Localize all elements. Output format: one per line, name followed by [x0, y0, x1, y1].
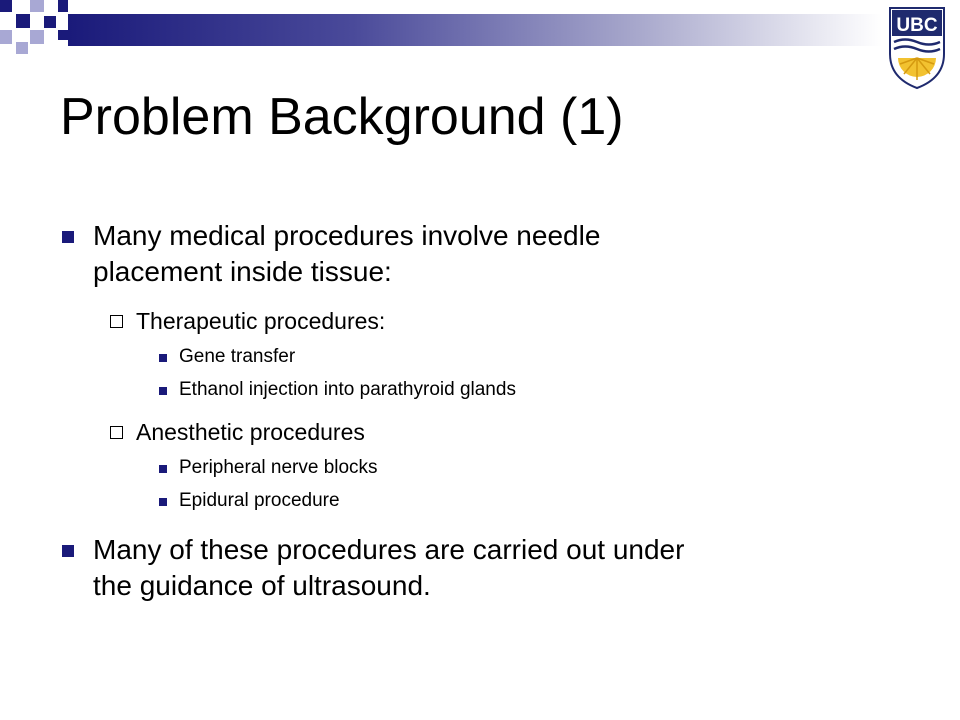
bullet-1-line-1: Many medical procedures involve needle	[93, 220, 601, 251]
sub-bullet-therapeutic-text: Therapeutic procedures:	[136, 308, 386, 334]
navy-square-bullet-icon	[62, 545, 74, 557]
hollow-square-bullet-icon	[110, 426, 123, 439]
bullet-1-line-2: placement inside tissue:	[93, 256, 392, 287]
navy-square-bullet-icon	[62, 231, 74, 243]
epidural-text: Epidural procedure	[179, 490, 340, 511]
slide-title: Problem Background (1)	[60, 88, 624, 146]
ethanol-injection-text: Ethanol injection into parathyroid glands	[179, 379, 516, 400]
svg-text:UBC: UBC	[896, 15, 938, 36]
navy-small-square-bullet-icon	[159, 498, 167, 506]
bullet-2-line-2: the guidance of ultrasound.	[93, 570, 431, 601]
navy-small-square-bullet-icon	[159, 354, 167, 362]
sub-bullet-anesthetic-text: Anesthetic procedures	[136, 419, 365, 445]
bullet-2-line-1: Many of these procedures are carried out under	[93, 534, 685, 565]
navy-small-square-bullet-icon	[159, 387, 167, 395]
gene-transfer-text: Gene transfer	[179, 346, 296, 367]
peripheral-nerve-text: Peripheral nerve blocks	[179, 457, 378, 478]
navy-small-square-bullet-icon	[159, 465, 167, 473]
hollow-square-bullet-icon	[110, 315, 123, 328]
